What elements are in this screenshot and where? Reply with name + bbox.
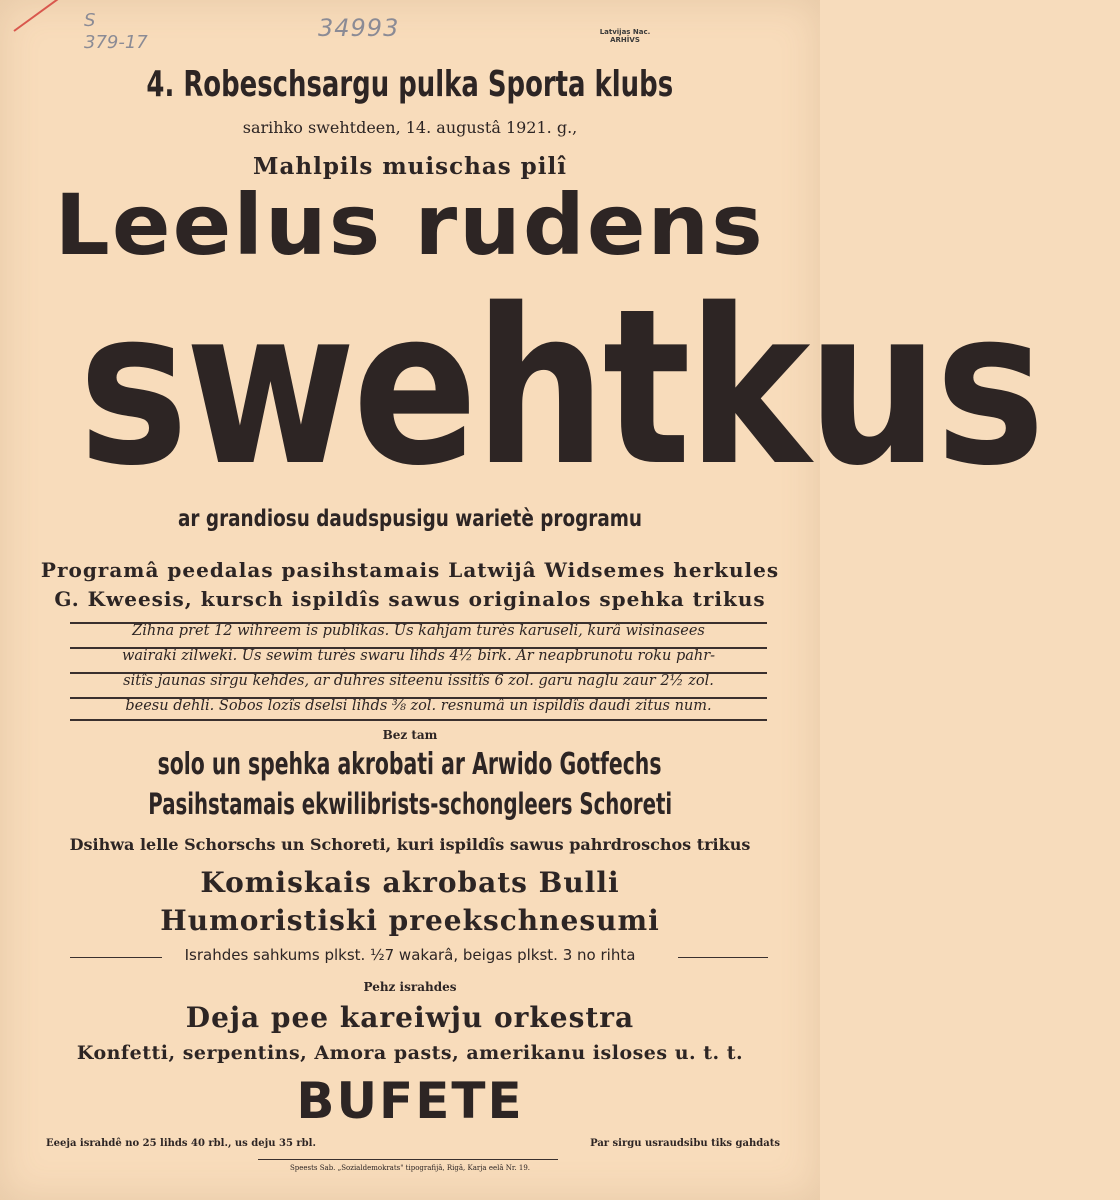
act-humor: Humoristiski preekschnesumi (160, 904, 660, 937)
feat-line-2: wairaki zilweki. Us sewim turès swaru lihds 4½ birk. Ar neapbrunotu roku pahr- (121, 648, 716, 664)
program-line-2: G. Kweesis, kursch ispildîs sawus originalos spehka trikus (54, 587, 766, 611)
feat-line-4: beesu dehli. Sobos lozîs dselsi lihds ⅜ zol. resnumâ un ispildîs daudi zitus num. (125, 698, 712, 714)
pen-annotation-left: S 379-17 (84, 10, 148, 53)
footer-rule (258, 1159, 558, 1160)
horse-care-note: Par sirgu usraudsibu tiks gahdats (590, 1138, 780, 1149)
buffet-heading: BUFETE (296, 1072, 524, 1130)
act-juggler: Pasihstamais ekwilibrists-schongleers Schoreti (148, 787, 672, 821)
printer-credit: Speests Sab. „Sozialdemokrats" tipografijâ, Rigâ, Karja eelâ Nr. 19. (289, 1164, 531, 1172)
title-line-2: swehtkus (78, 262, 1042, 513)
program-line-1: Programâ peedalas pasihstamais Latwijâ Widsemes herkules (40, 558, 780, 582)
pen-annotation-number: 34993 (318, 14, 400, 42)
act-comic: Komiskais akrobats Bulli (200, 866, 620, 899)
venue-line: Mahlpils muischas pilî (253, 153, 567, 180)
extras-line: Konfetti, serpentins, Amora pasts, amerikanu isloses u. t. t. (76, 1042, 744, 1064)
box-rule-bottom (70, 719, 767, 721)
program-subtitle: ar grandiosu daudspusigu warietè programu (177, 506, 643, 532)
entry-prices: Eeeja israhdê no 25 lihds 40 rbl., us deju 35 rbl. (46, 1138, 316, 1149)
archive-stamp: Latvijas Nac. ARHĪVS (599, 28, 651, 44)
club-heading: 4. Robeschsargu pulka Sporta klubs (146, 64, 674, 105)
act-doll: Dsihwa lelle Schorschs un Schoreti, kuri ispildîs sawus pahrdroschos trikus (69, 835, 751, 854)
dance-line: Deja pee kareiwju orkestra (185, 1001, 635, 1034)
date-line: sarihko swehtdeen, 14. augustâ 1921. g., (242, 118, 578, 137)
feat-line-1: Zihna pret 12 wihreem is publikas. Us kahjam turès karuseli, kurâ wisinasees (132, 623, 705, 639)
after-label: Pehz israhdes (363, 980, 457, 994)
act-acrobats: solo un spehka akrobati ar Arwido Gotfechs (158, 747, 662, 782)
feat-line-3: sitîs jaunas sirgu kehdes, ar duhres siteenu issitîs 6 zol. garu naglu zaur 2½ zol. (123, 673, 714, 689)
red-pen-mark (13, 0, 79, 32)
schedule-times: Israhdes sahkums plkst. ½7 wakarâ, beigas plkst. 3 no rihta (184, 946, 636, 964)
title-line-1: Leelus rudens (54, 176, 766, 274)
besides-label: Bez tam (382, 728, 438, 742)
